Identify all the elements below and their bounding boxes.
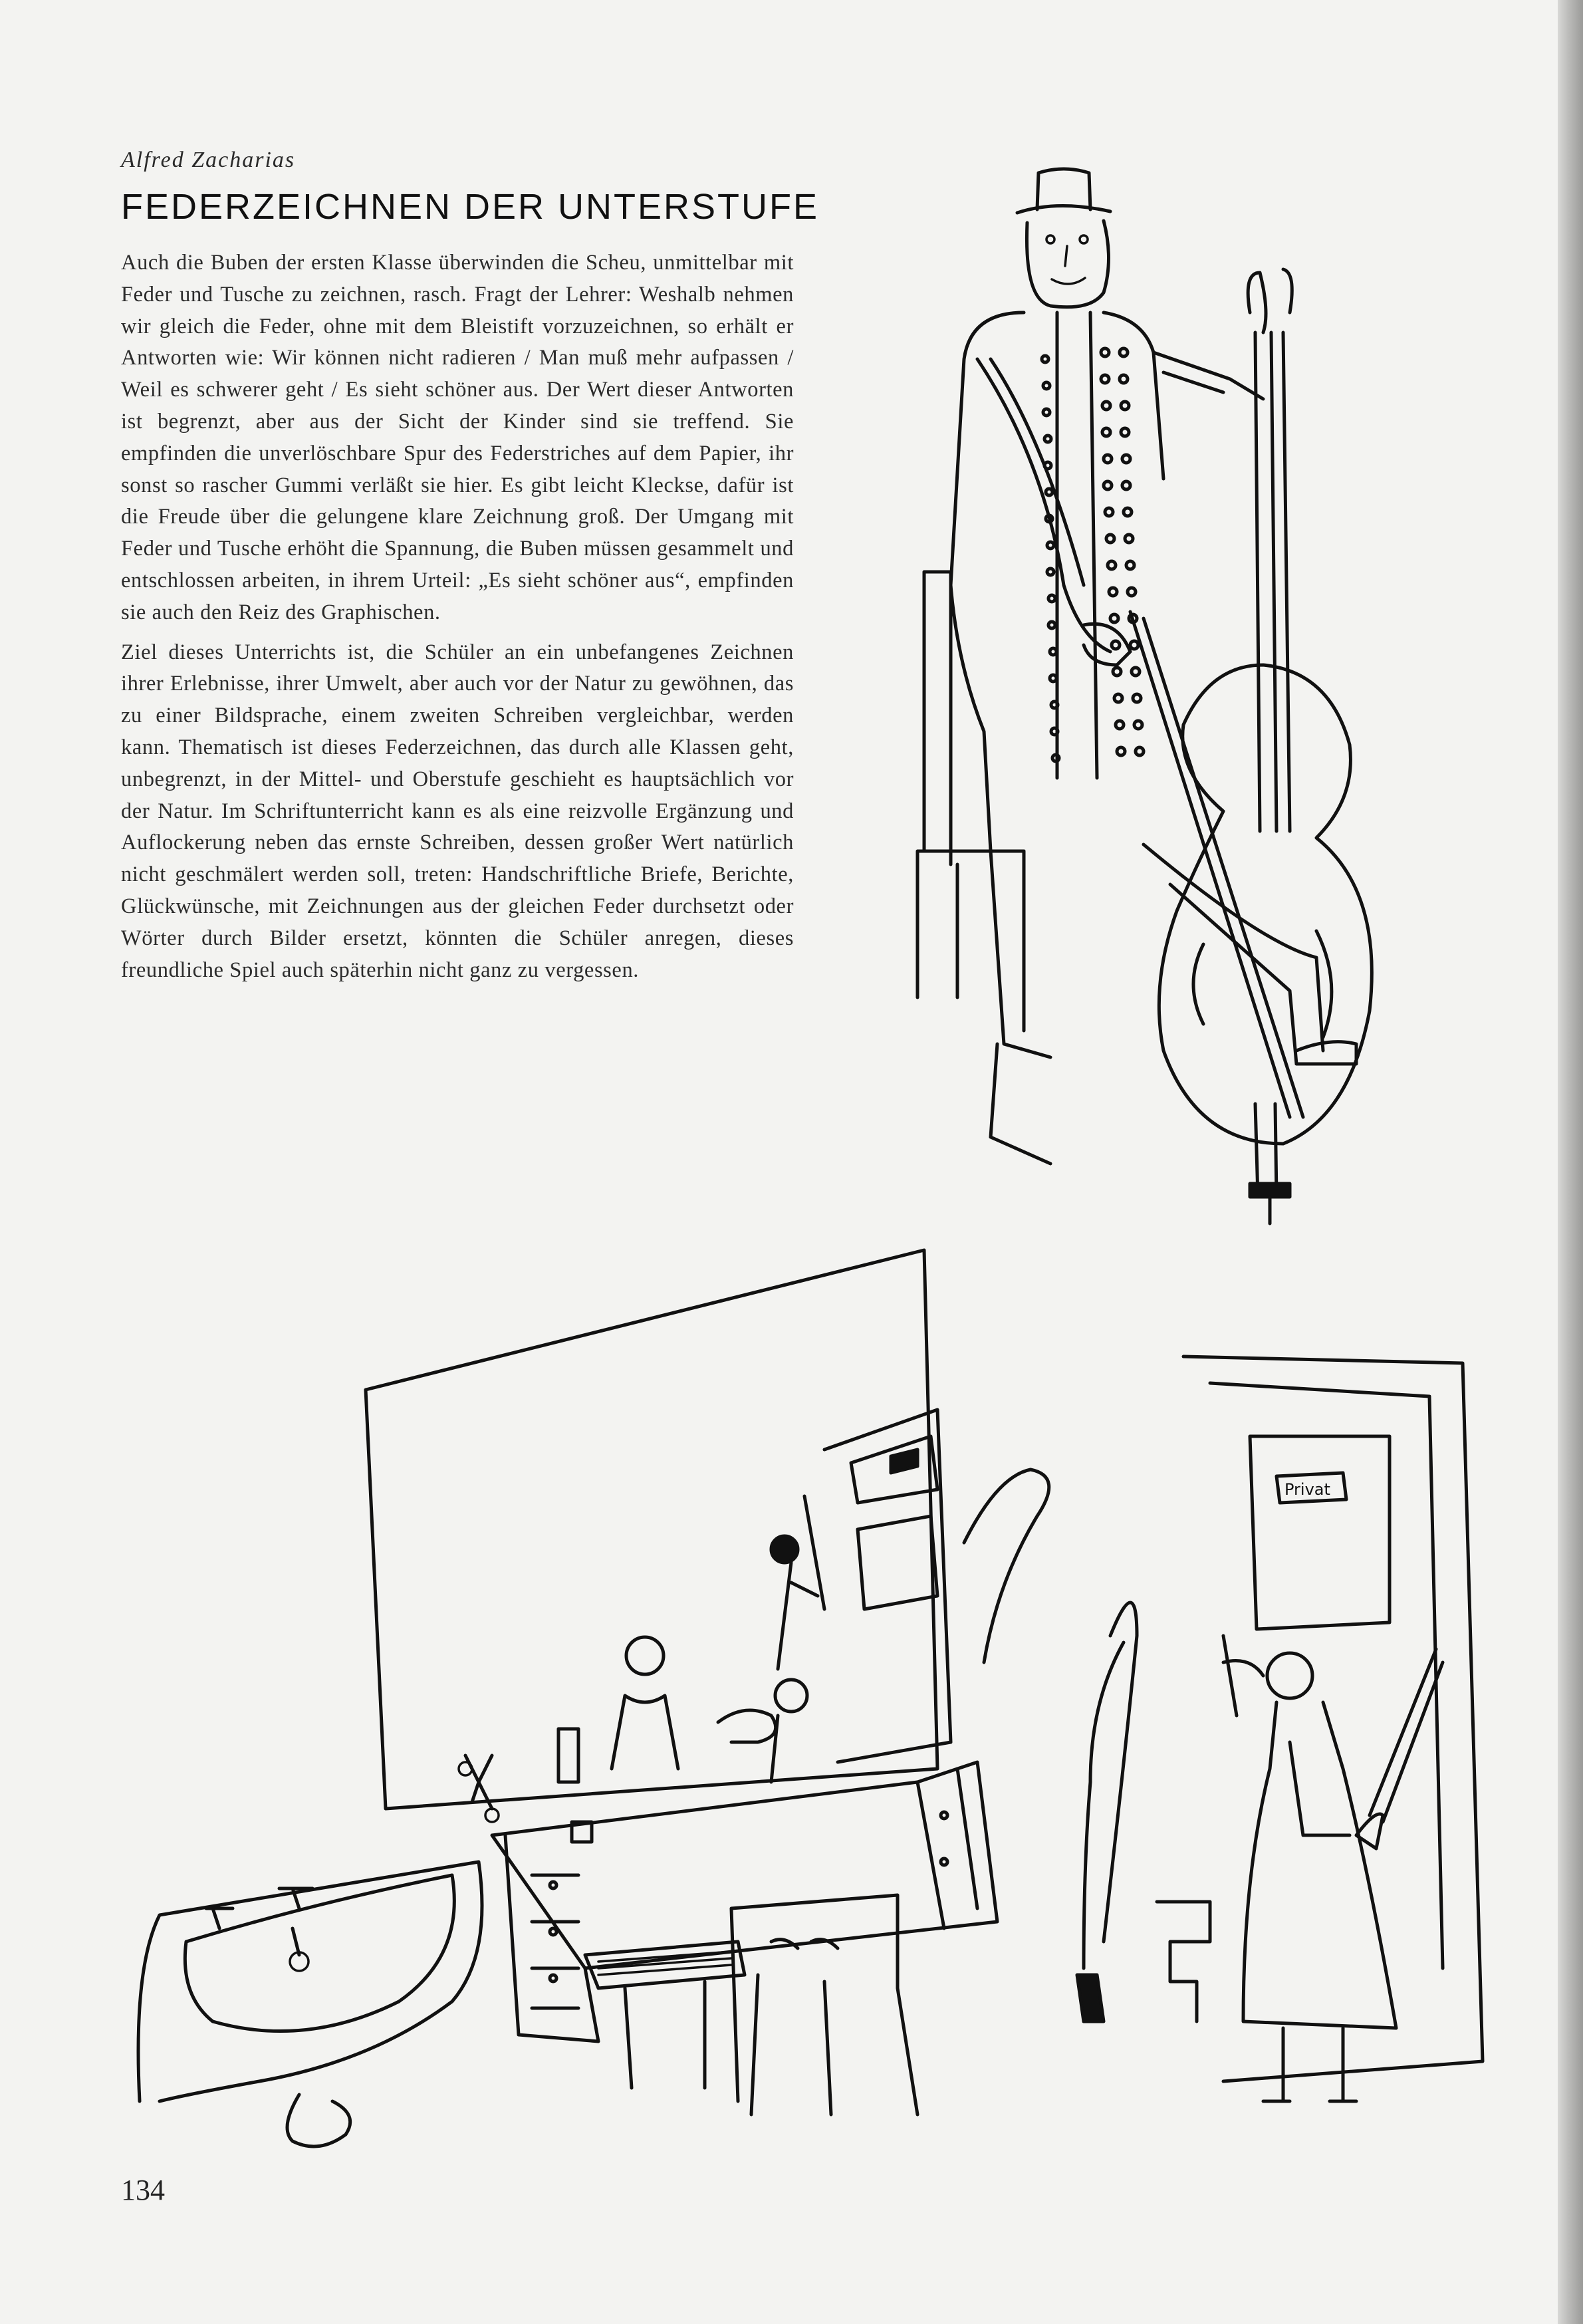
- cellist-drawing: [891, 160, 1516, 1237]
- paragraph-2: Ziel dieses Unterrichts ist, die Schüler an ein unbefangenes Zeichnen ihrer Erlebnisse, ihrer Umwelt, aber auch vor der Natur zu gewöhnen, das zu einer Bildsprache, einem zweiten Schreiben vergleichbar, werden kann. Thematisch ist dieses Federzeichnen, das durch alle Klassen geht, unbegrenzt, in der Mittel- und Oberstufe geschieht es hauptsächlich vor der Natur. Im Schriftunterricht kann es als eine reizvolle Ergänzung und Auflockerung neben das ernste Schreiben, dessen großer Wert natürlich nicht geschmälert werden soll, treten: Handschriftliche Briefe, Berichte, Glückwünsche, mit Zeichnungen aus der gleichen Feder durchsetzt oder Wörter durch Bilder ersetzt, könnten die Schüler anregen, dieses freundliche Spiel auch späterhin nicht ganz zu vergessen.: [121, 640, 794, 982]
- article-title: FEDERZEICHNEN DER UNTERSTUFE: [121, 187, 820, 227]
- paragraph-1: Auch die Buben der ersten Klasse überwinden die Scheu, unmittelbar mit Feder und Tusche zu zeichnen, rasch. Fragt der Lehrer: Weshalb nehmen wir gleich die Feder, ohne mit dem Bleistift vorzuzeichnen, so erhält er Antworten wie: Wir können nicht radieren / Man muß mehr aufpassen / Weil es schwerer geht / Es sieht schöner aus. Der Wert dieser Antworten ist begrenzt, aber aus der Sicht der Kinder sind sie treffend. Sie empfinden die unverlöschbare Spur des Federstriches auf dem Papier, ihr sonst so rascher Gummi verläßt sie hier. Es gibt leicht Kleckse, dafür ist die Freude über die gelungene klare Zeichnung groß. Der Umgang mit Feder und Tusche erhöht die Spannung, die Buben müssen gesammelt und entschlossen arbeiten, in ihrem Urteil: „Es sieht schöner aus“, empfinden sie auch den Reiz des Graphischen.: [121, 251, 794, 624]
- door-sign-text: Privat: [1284, 1480, 1330, 1499]
- article-body: [121, 247, 794, 994]
- page-number: 134: [121, 2174, 165, 2206]
- page-edge: [1558, 0, 1583, 2324]
- author-name: Alfred Zacharias: [121, 148, 296, 172]
- bathroom-scene-drawing: [120, 1237, 1522, 2121]
